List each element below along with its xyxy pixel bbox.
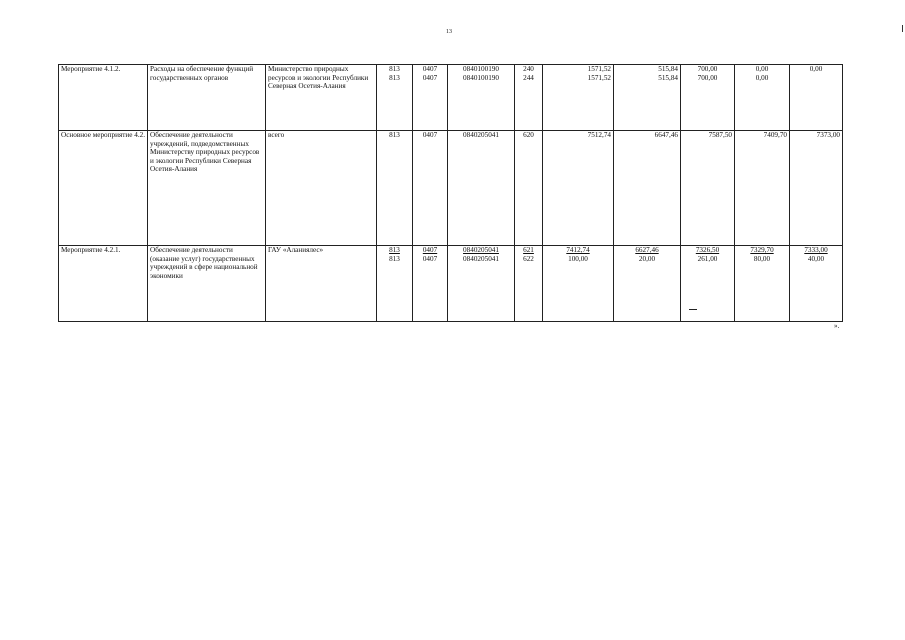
- event-cell: Основное мероприятие 4.2.: [59, 131, 148, 246]
- name-cell: Обеспечение деятельности (оказание услуг) государственных учреждений в сфере национальной экономики: [148, 246, 266, 322]
- csr-cell: 0840205041: [448, 131, 515, 246]
- executor-cell: Министерство природных ресурсов и экологии Республики Северная Осетия-Алания: [266, 65, 377, 131]
- value-cell: 7409,70: [735, 131, 790, 246]
- value-cell: 7329,70 80,00: [735, 246, 790, 322]
- value-cell: 515,84 515,84: [614, 65, 681, 131]
- value-cell: 7326,50 261,00: [681, 246, 735, 322]
- value-cell: 0,00 0,00: [735, 65, 790, 131]
- table-row: [59, 246, 843, 322]
- value-cell: 7587,50: [681, 131, 735, 246]
- rzpr-cell: 0407 0407: [413, 246, 448, 322]
- grbs-cell: 813 813: [377, 65, 413, 131]
- value-cell: 1571,52 1571,52: [543, 65, 614, 131]
- value-cell: 700,00 700,00: [681, 65, 735, 131]
- scan-mark: [902, 25, 903, 32]
- value-cell: 7373,00: [790, 131, 843, 246]
- event-cell: Мероприятие 4.2.1.: [59, 246, 148, 322]
- executor-cell: ГАУ «Аланиялес»: [266, 246, 377, 322]
- value-cell: 7512,74: [543, 131, 614, 246]
- value-cell: 6647,46: [614, 131, 681, 246]
- rzpr-cell: 0407: [413, 131, 448, 246]
- name-cell: Расходы на обеспечение функций государственных органов: [148, 65, 266, 131]
- table-row: [59, 131, 843, 246]
- closing-quote: ».: [834, 322, 840, 330]
- grbs-cell: 813 813: [377, 246, 413, 322]
- value-cell: 6627,46 20,00: [614, 246, 681, 322]
- csr-cell: 0840100190 0840100190: [448, 65, 515, 131]
- vr-cell: 240 244: [515, 65, 543, 131]
- page-number: 13: [446, 29, 452, 35]
- rzpr-cell: 0407 0407: [413, 65, 448, 131]
- vr-cell: 620: [515, 131, 543, 246]
- name-cell: Обеспечение деятельности учреждений, подведомственных Министерству природных ресурсов и экологии Республики Северная Осетия-Алания: [148, 131, 266, 246]
- scan-mark: [689, 309, 697, 310]
- value-cell: 7412,74 100,00: [543, 246, 614, 322]
- value-cell: 0,00: [790, 65, 843, 131]
- budget-table: [58, 64, 843, 322]
- grbs-cell: 813: [377, 131, 413, 246]
- csr-cell: 0840205041 0840205041: [448, 246, 515, 322]
- value-cell: 7333,00 40,00: [790, 246, 843, 322]
- table-row: [59, 65, 843, 131]
- event-cell: Мероприятие 4.1.2.: [59, 65, 148, 131]
- vr-cell: 621 622: [515, 246, 543, 322]
- executor-cell: всего: [266, 131, 377, 246]
